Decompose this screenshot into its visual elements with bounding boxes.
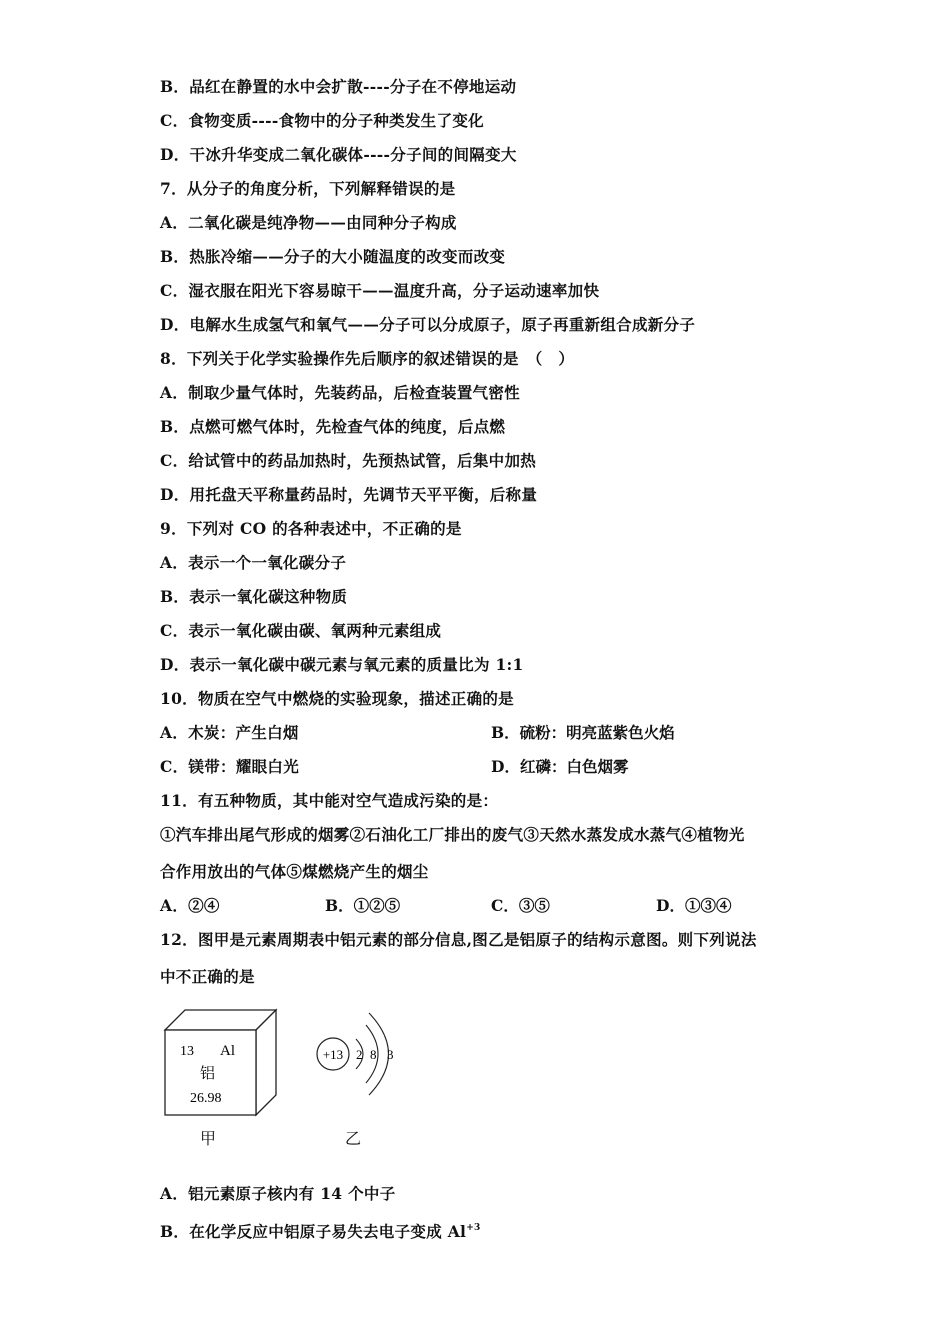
q10-option-b: B．硫粉：明亮蓝紫色火焰 (491, 723, 675, 742)
q7-option-c: C．湿衣服在阳光下容易晾干——温度升高，分子运动速率加快 (160, 281, 600, 300)
q12-option-a: A．铝元素原子核内有 14 个中子 (160, 1184, 396, 1203)
q8-stem: 8．下列关于化学实验操作先后顺序的叙述错误的是 （ ） (160, 349, 575, 368)
q11-stem: 11．有五种物质，其中能对空气造成污染的是： (160, 791, 499, 810)
q10-option-a: A．木炭：产生白烟 (160, 723, 299, 742)
shell-electrons-2: 8 (370, 1047, 377, 1062)
q10-option-c: C．镁带：耀眼白光 (160, 757, 300, 776)
q12-option-b-text: B．在化学反应中铝原子易失去电子变成 Al (160, 1222, 467, 1241)
atomic-mass: 26.98 (190, 1091, 222, 1106)
atom-diagram (317, 1013, 394, 1095)
q7-option-d: D．电解水生成氢气和氧气——分子可以分成原子，原子再重新组合成新分子 (160, 315, 696, 334)
q12-stem-line-1: 12．图甲是元素周期表中铝元素的部分信息,图乙是铝原子的结构示意图。则下列说法 (160, 930, 757, 949)
caption-left: 甲 (200, 1129, 217, 1148)
q8-option-d: D．用托盘天平称量药品时，先调节天平平衡，后称量 (160, 485, 538, 504)
q8-option-a: A．制取少量气体时，先装药品，后检查装置气密性 (160, 383, 520, 402)
atomic-number: 13 (180, 1044, 194, 1059)
q10-option-d: D．红磷：白色烟雾 (491, 757, 629, 776)
q7-stem: 7．从分子的角度分析，下列解释错误的是 (160, 179, 456, 198)
q11-body-line-1: ①汽车排出尾气形成的烟雾②石油化工厂排出的废气③天然水蒸发成水蒸气④植物光 (160, 825, 745, 844)
shell-electrons-3: 3 (387, 1047, 394, 1062)
q9-option-d: D．表示一氧化碳中碳元素与氧元素的质量比为 1:1 (160, 655, 524, 674)
q9-option-b: B．表示一氧化碳这种物质 (160, 587, 348, 606)
q12-figure-svg (160, 995, 420, 1155)
q9-stem: 9．下列对 CO 的各种表述中，不正确的是 (160, 519, 462, 538)
q12-stem-line-2: 中不正确的是 (160, 967, 255, 986)
q11-option-d: D．①③④ (656, 896, 732, 915)
q11-body-line-2: 合作用放出的气体⑤煤燃烧产生的烟尘 (160, 862, 429, 881)
q12-figure (160, 995, 420, 1155)
element-name: 铝 (200, 1064, 216, 1082)
q11-option-b: B．①②⑤ (325, 896, 401, 915)
q12-option-b (160, 1218, 481, 1242)
q9-option-c: C．表示一氧化碳由碳、氧两种元素组成 (160, 621, 442, 640)
q9-option-a: A．表示一个一氧化碳分子 (160, 553, 347, 572)
nucleus-charge: +13 (322, 1047, 344, 1062)
q6-option-b: B．品红在静置的水中会扩散----分子在不停地运动 (160, 77, 517, 96)
q7-option-b: B．热胀冷缩——分子的大小随温度的改变而改变 (160, 247, 506, 266)
q8-option-c: C．给试管中的药品加热时，先预热试管，后集中加热 (160, 451, 537, 470)
q7-option-a: A．二氧化碳是纯净物——由同种分子构成 (160, 213, 457, 232)
q12-option-b-charge: +3 (466, 1223, 481, 1233)
element-symbol: Al (220, 1043, 235, 1059)
caption-right: 乙 (345, 1129, 362, 1148)
shell-electrons-1: 2 (356, 1047, 363, 1062)
q10-stem: 10．物质在空气中燃烧的实验现象，描述正确的是 (160, 689, 514, 708)
q6-option-d: D．干冰升华变成二氧化碳体----分子间的间隔变大 (160, 145, 517, 164)
q6-option-c: C．食物变质----食物中的分子种类发生了变化 (160, 111, 484, 130)
q11-option-a: A．②④ (160, 896, 220, 915)
q8-option-b: B．点燃可燃气体时，先检查气体的纯度，后点燃 (160, 417, 506, 436)
q11-option-c: C．③⑤ (491, 896, 550, 915)
